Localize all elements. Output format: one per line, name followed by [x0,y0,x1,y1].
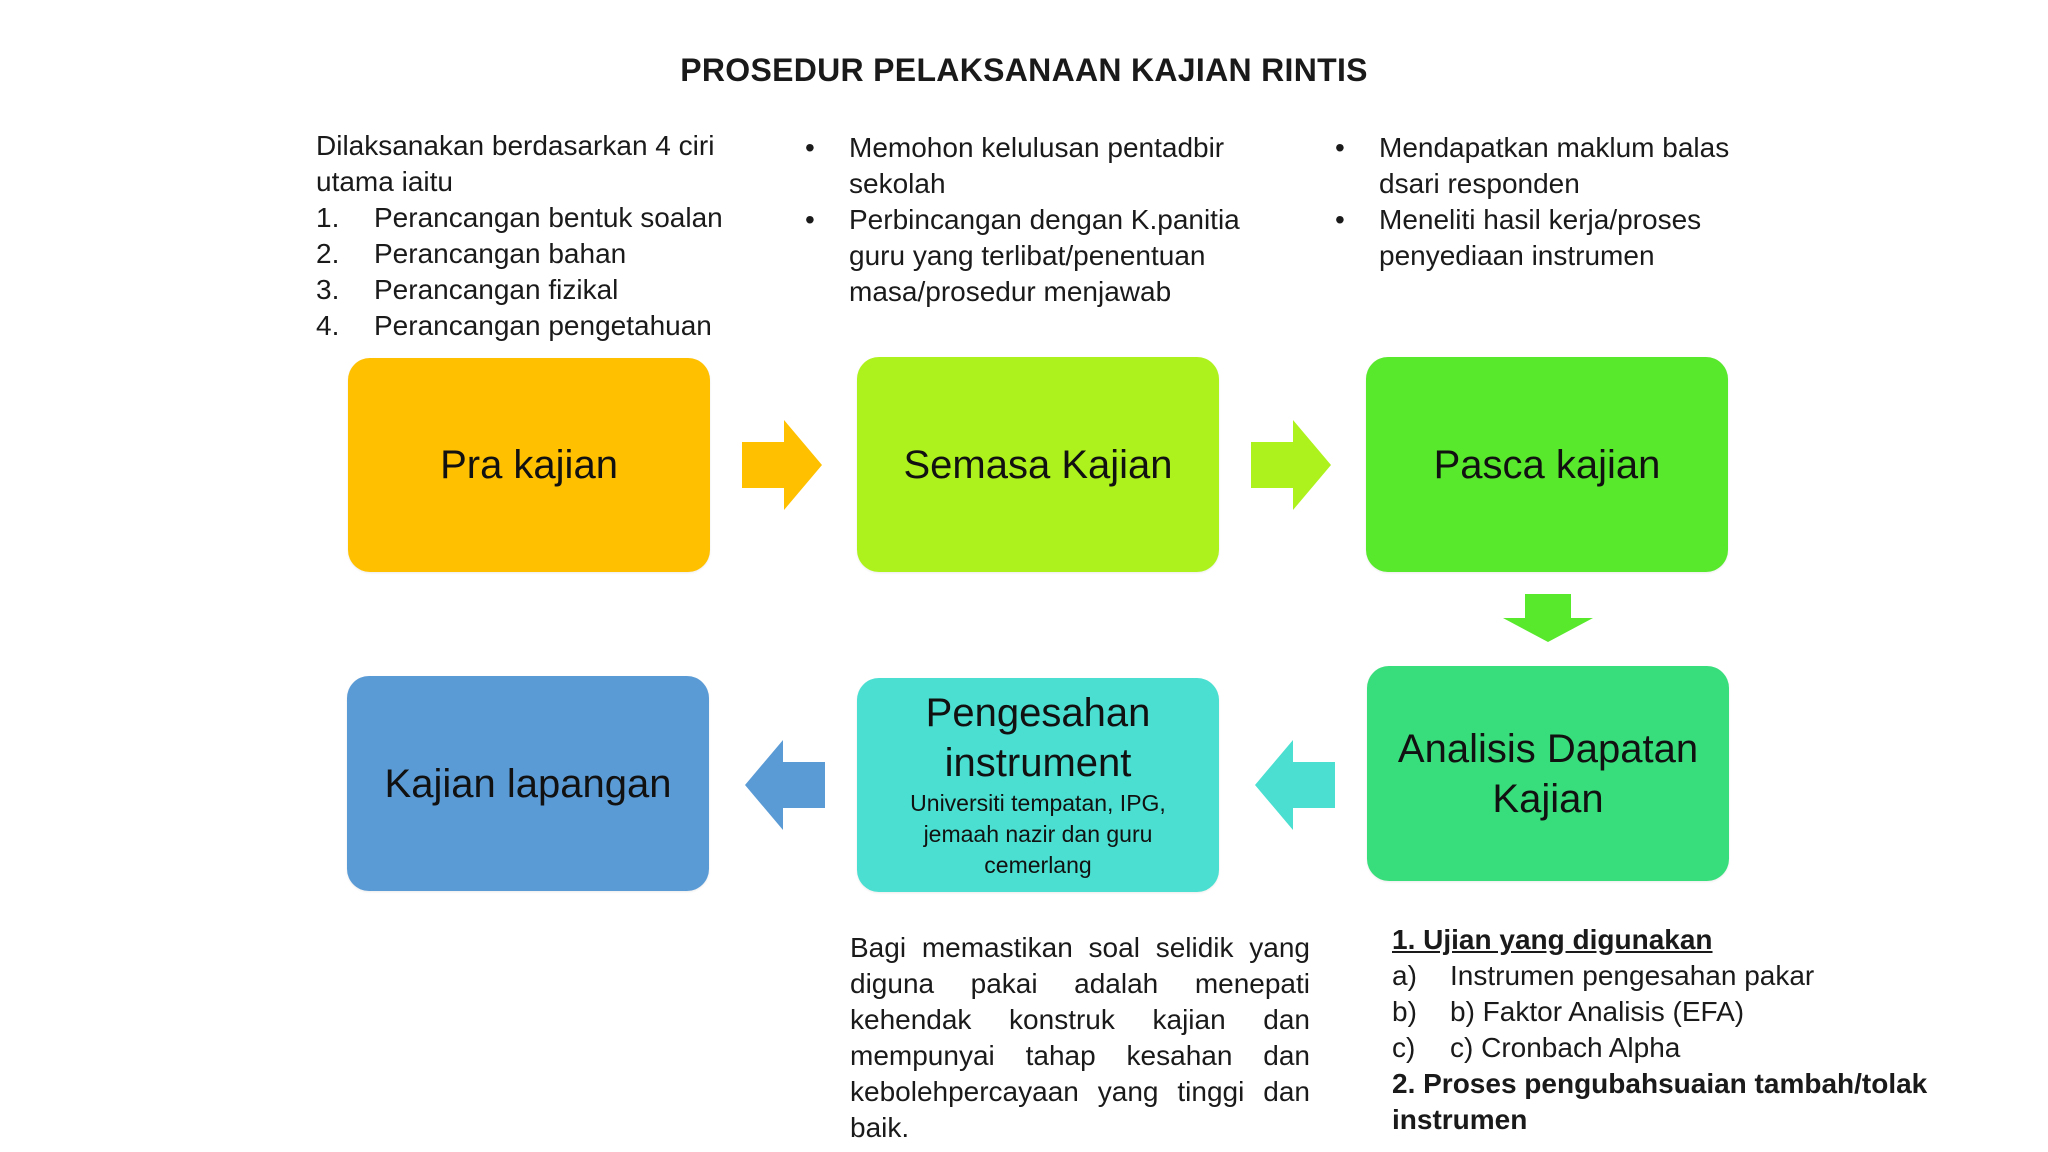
list-item: 3. Perancangan fizikal [316,274,619,305]
note-analisis-footer: 2. Proses pengubahsuaian tambah/tolak instrumen [1392,1068,1928,1135]
note-semasa-kajian [800,130,1250,310]
list-item: c) c) Cronbach Alpha [1392,1032,1681,1063]
list-item: a) Instrumen pengesahan pakar [1392,960,1815,991]
list-item: • Meneliti hasil kerja/proses penyediaan instrumen [1330,202,1790,274]
note-analisis-heading: 1. Ujian yang digunakan [1392,924,1713,955]
step-pasca-kajian: Pasca kajian [1366,357,1728,572]
list-item: • Mendapatkan maklum balas dsari responden [1330,130,1790,202]
step-analisis-dapatan: Analisis Dapatan Kajian [1367,666,1729,881]
arrow-left-shape [745,740,825,830]
bullet-icon: • [1335,132,1345,163]
note-pra-list [316,200,736,344]
list-item: • Memohon kelulusan pentadbir sekolah [800,130,1250,202]
note-pra-intro: Dilaksanakan berdasarkan 4 ciri utama iaitu [316,130,715,197]
arrow-left-icon [1255,740,1335,830]
arrow-down-shape [1503,594,1593,642]
arrow-right-icon [742,420,822,510]
arrow-right-shape [1251,420,1331,510]
page-title: PROSEDUR PELAKSANAAN KAJIAN RINTIS [680,52,1368,88]
list-item: • Perbincangan dengan K.panitia guru yang terlibat/penentuan masa/prosedur menjawab [800,202,1250,310]
bullet-icon: • [805,204,815,235]
list-item: b) b) Faktor Analisis (EFA) [1392,996,1745,1027]
list-item: 2. Perancangan bahan [316,238,627,269]
arrow-left-icon [745,740,825,830]
note-pengesahan: Bagi memastikan soal selidik yang diguna pakai adalah menepati kehendak konstruk kajian dan mempunyai tahap kesahan dan kebolehpercayaan yang tinggi dan baik. [850,932,1310,1143]
pengesahan-subtext: Universiti tempatan, IPG, jemaah nazir dan guru cemerlang [910,789,1166,878]
note-pra-kajian [316,128,736,344]
arrow-down-icon [1503,594,1593,642]
step-kajian-lapangan: Kajian lapangan [347,676,709,891]
arrow-left-shape [1255,740,1335,830]
list-item: 1. Perancangan bentuk soalan [316,202,723,233]
note-analisis [1392,922,2042,1138]
step-pra-kajian: Pra kajian [348,358,710,572]
list-item: 4. Perancangan pengetahuan [316,310,712,341]
arrow-right-shape [742,420,822,510]
bullet-icon: • [1335,204,1345,235]
step-pengesahan-instrument: Pengesahan instrument Universiti tempatan, IPG, jemaah nazir dan guru cemerlang [857,678,1219,892]
note-pasca-kajian [1330,130,1790,274]
step-semasa-kajian: Semasa Kajian [857,357,1219,572]
bullet-icon: • [805,132,815,163]
arrow-right-icon [1251,420,1331,510]
